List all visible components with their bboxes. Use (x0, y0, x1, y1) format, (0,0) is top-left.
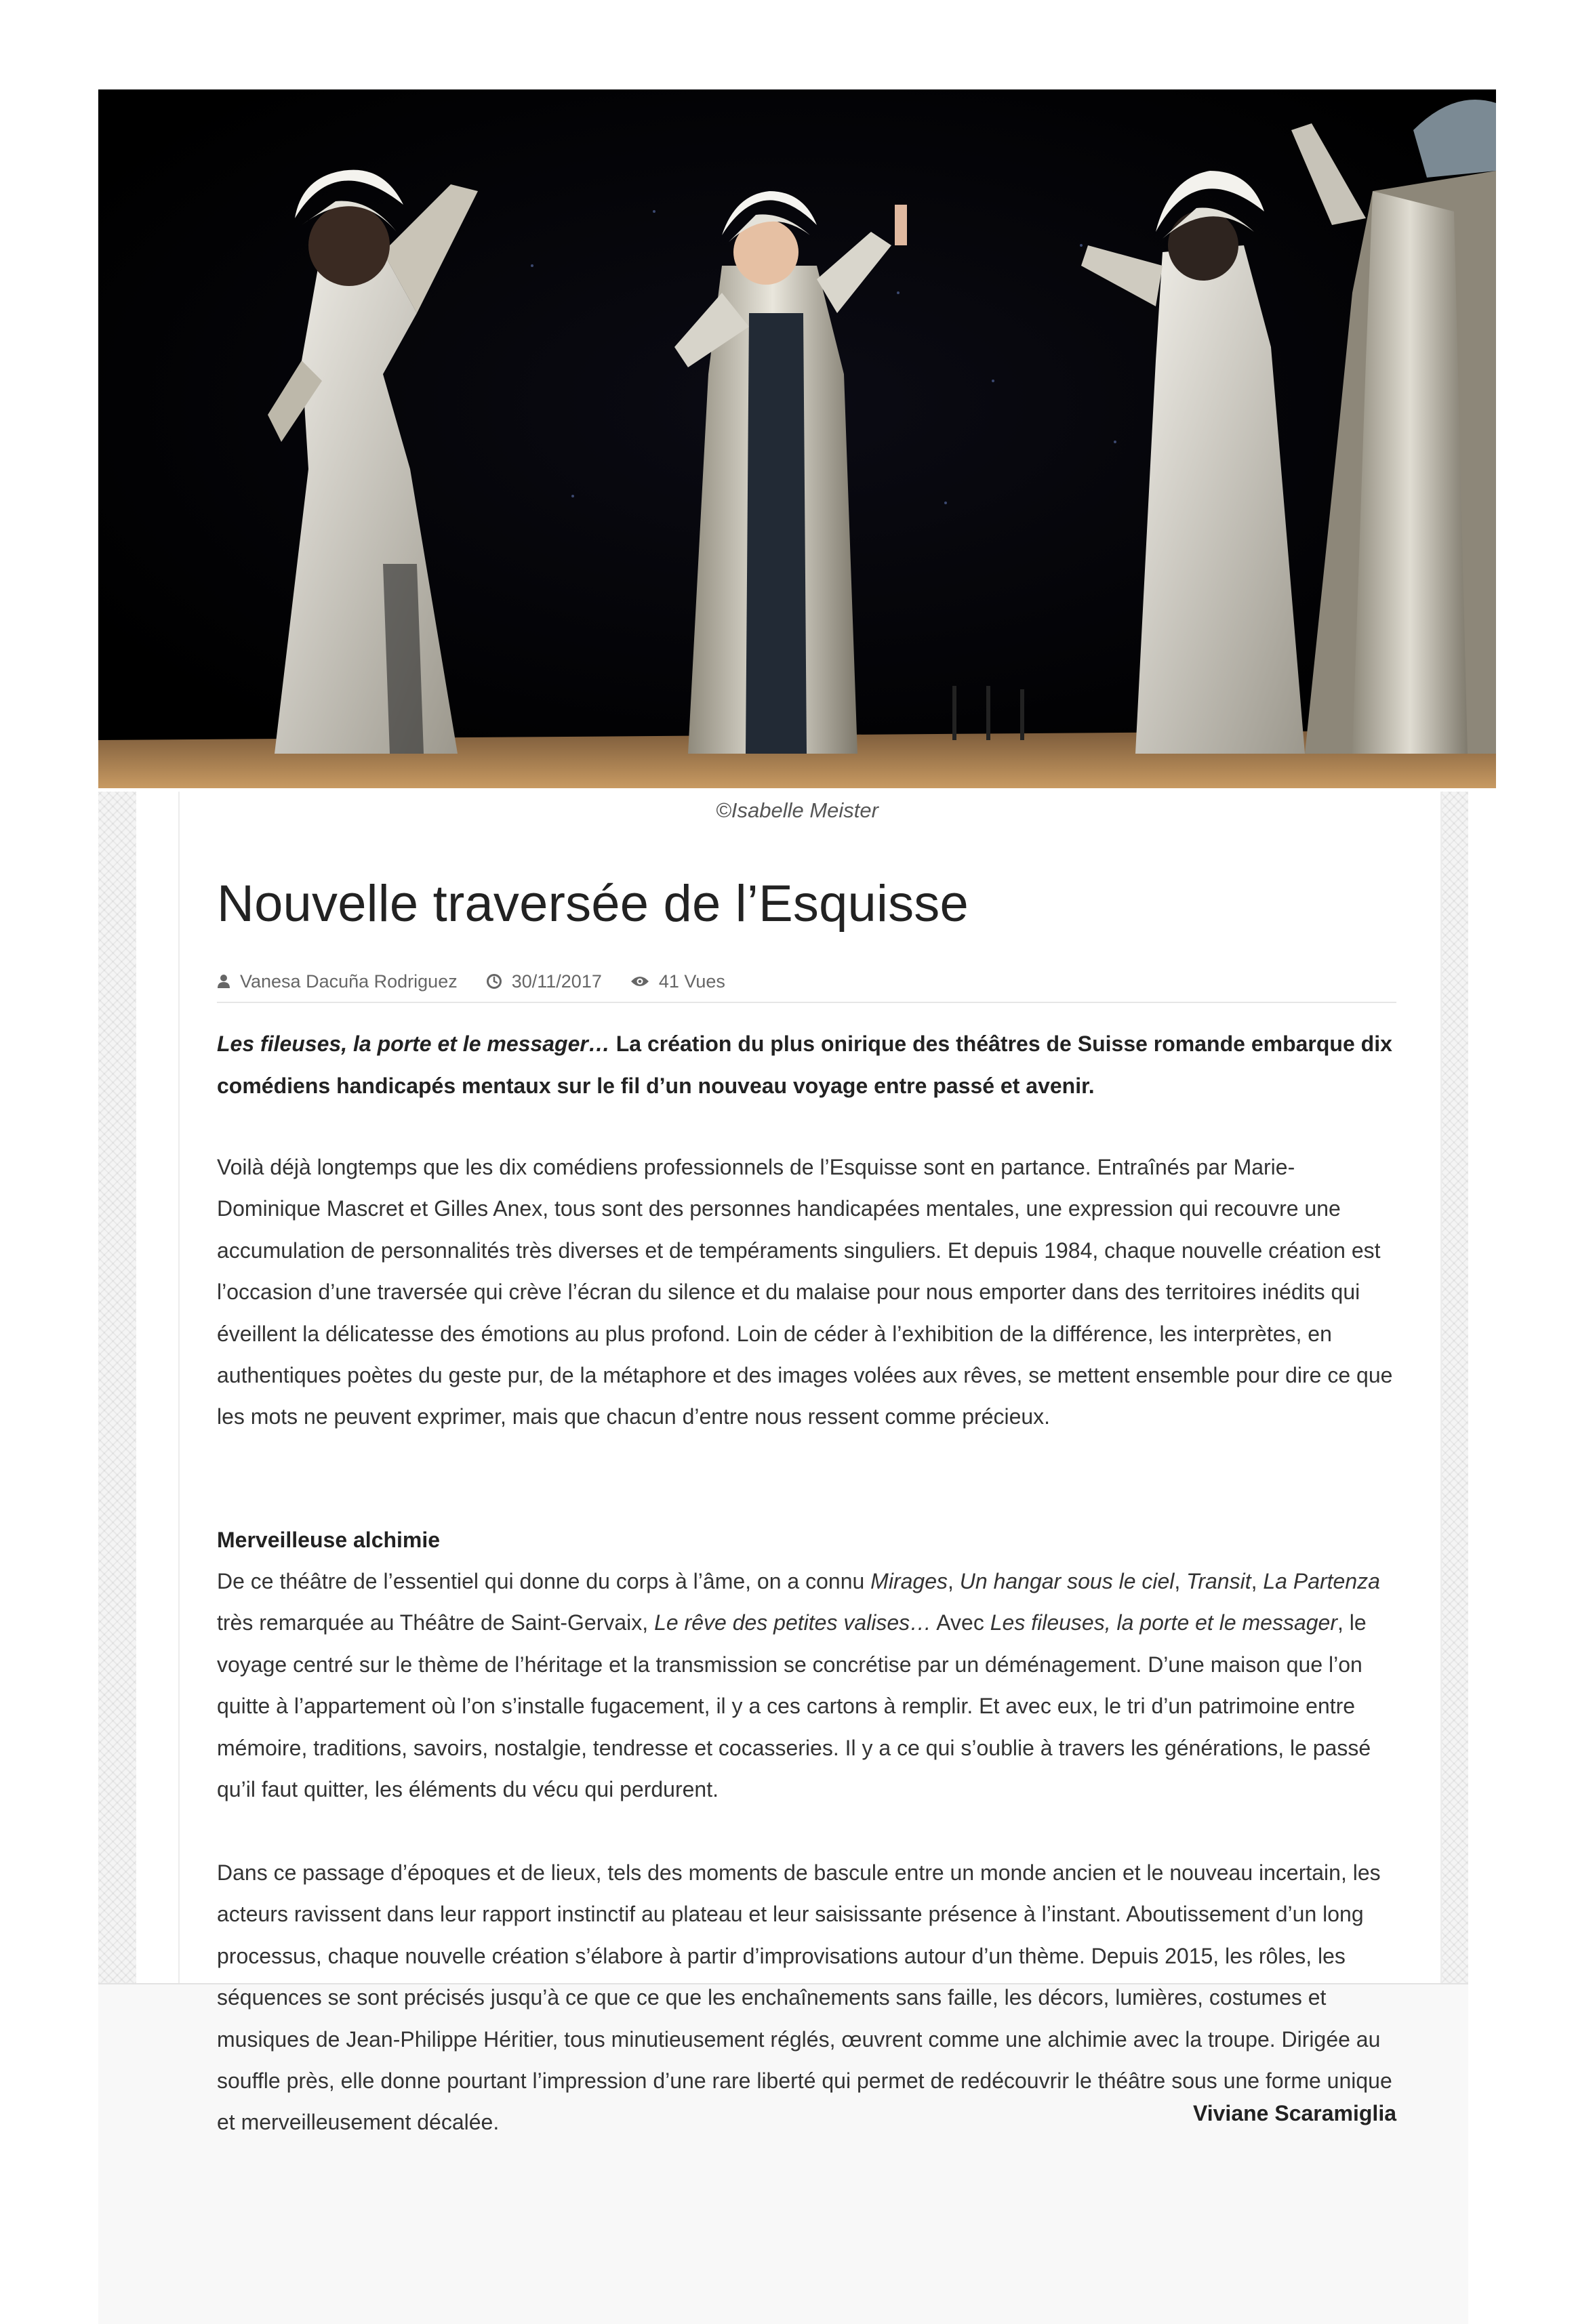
article-meta (217, 968, 1396, 995)
p2-text: , (947, 1569, 960, 1593)
left-gutter-pattern (98, 792, 136, 1983)
p2-title: Transit (1186, 1569, 1251, 1593)
meta-author[interactable] (217, 971, 458, 992)
right-gutter-pattern (1440, 792, 1468, 1983)
user-icon (217, 974, 230, 989)
hero-photo (98, 89, 1496, 788)
paragraph-3: Dans ce passage d’époques et de lieux, tels des moments de bascule entre un monde ancien et le nouveau incertain, les acteurs ravissent dans leur rapport instinctif au plateau et leur saisissante présence à l’instant. Aboutissement d’un long processus, chaque nouvelle création s’élabore à partir d’improvisations autour d’un thème. Depuis 2015, les rôles, les séquences se sont précisés jusqu’à ce que ce que les enchaînements sans faille, les décors, lumières, costumes et musiques de Jean-Philippe Héritier, tous minutieusement réglés, œuvrent comme une alchimie avec la troupe. Dirigée au souffle près, elle donne pourtant l’impression d’une rare liberté qui permet de redécouvrir le théâtre sous une forme unique et merveilleusement décalée. (217, 1860, 1392, 2135)
p2-text: Avec (931, 1610, 990, 1635)
lead-text: La création du plus onirique des théâtres de Suisse romande embarque dix comédiens handicapés mentaux sur le fil d’un nouveau voyage entre passé et avenir. (217, 1032, 1392, 1098)
p2-title: Un hangar sous le ciel (959, 1569, 1175, 1593)
view-count: 41 Vues (658, 971, 725, 992)
article-lead (217, 1023, 1396, 1107)
paragraph-1: Voilà déjà longtemps que les dix comédiens professionnels de l’Esquisse sont en partance. Entraînés par Marie-Dominique Mascret et Gilles Anex, tous sont des personnes handicapées mentales, une expression qui recouvre une accumulation de personnalités très diverses et de tempéraments singuliers. Et depuis 1984, chaque nouvelle création est l’occasion d’une traversée qui crève l’écran du silence et du malaise pour nous emporter dans des territoires inédits qui éveillent la délicatesse des émotions au plus profond. Loin de céder à l’exhibition de la différence, les interprètes, en authentiques poètes du geste pur, de la métaphore et des images volées aux rêves, se mettent ensemble pour dire ce que les mots ne peuvent exprimer, mais que chacun d’entre nous ressent comme précieux. (217, 1155, 1393, 1429)
p2-title: Les fileuses, la porte et le messager (990, 1610, 1337, 1635)
p2-text: De ce théâtre de l’essentiel qui donne du corps à l’âme, on a connu (217, 1569, 871, 1593)
meta-divider (217, 1002, 1396, 1003)
p2-text: , (1174, 1569, 1187, 1593)
meta-date (486, 971, 602, 992)
photo-caption: ©Isabelle Meister (716, 798, 878, 822)
p2-text: très remarquée au Théâtre de Saint-Gervaix, (217, 1610, 655, 1635)
meta-views (630, 971, 725, 992)
lead-italic-title: Les fileuses, la porte et le messager… (217, 1032, 610, 1056)
paragraph-2 (217, 1561, 1396, 1810)
publish-date: 30/11/2017 (511, 971, 602, 992)
article-title: Nouvelle traversée de l’Esquisse (217, 875, 969, 933)
p2-title: Le rêve des petites valises… (654, 1610, 932, 1635)
p2-title: Mirages (870, 1569, 948, 1593)
section-heading: Merveilleuse alchimie (217, 1528, 441, 1552)
eye-icon (630, 975, 649, 988)
p2-title: La Partenza (1263, 1569, 1380, 1593)
p2-text: , le voyage centré sur le thème de l’héritage et la transmission se concrétise par un déménagement. D’une maison que l’on quitte à l’appartement où l’on s’installe fugacement, il y a ces cartons à remplir. Et avec eux, le tri d’un patrimoine entre mémoire, traditions, savoirs, nostalgie, tendresse et cocasseries. Il y a ce qui s’oublie à travers les générations, le passé qu’il faut quitter, les éléments du vécu qui perdurent. (217, 1610, 1371, 1802)
author-signature: Viviane Scaramiglia (1192, 2101, 1396, 2125)
author-name: Vanesa Dacuña Rodriguez (240, 971, 458, 992)
clock-icon (486, 973, 502, 990)
p2-text: , (1251, 1569, 1264, 1593)
